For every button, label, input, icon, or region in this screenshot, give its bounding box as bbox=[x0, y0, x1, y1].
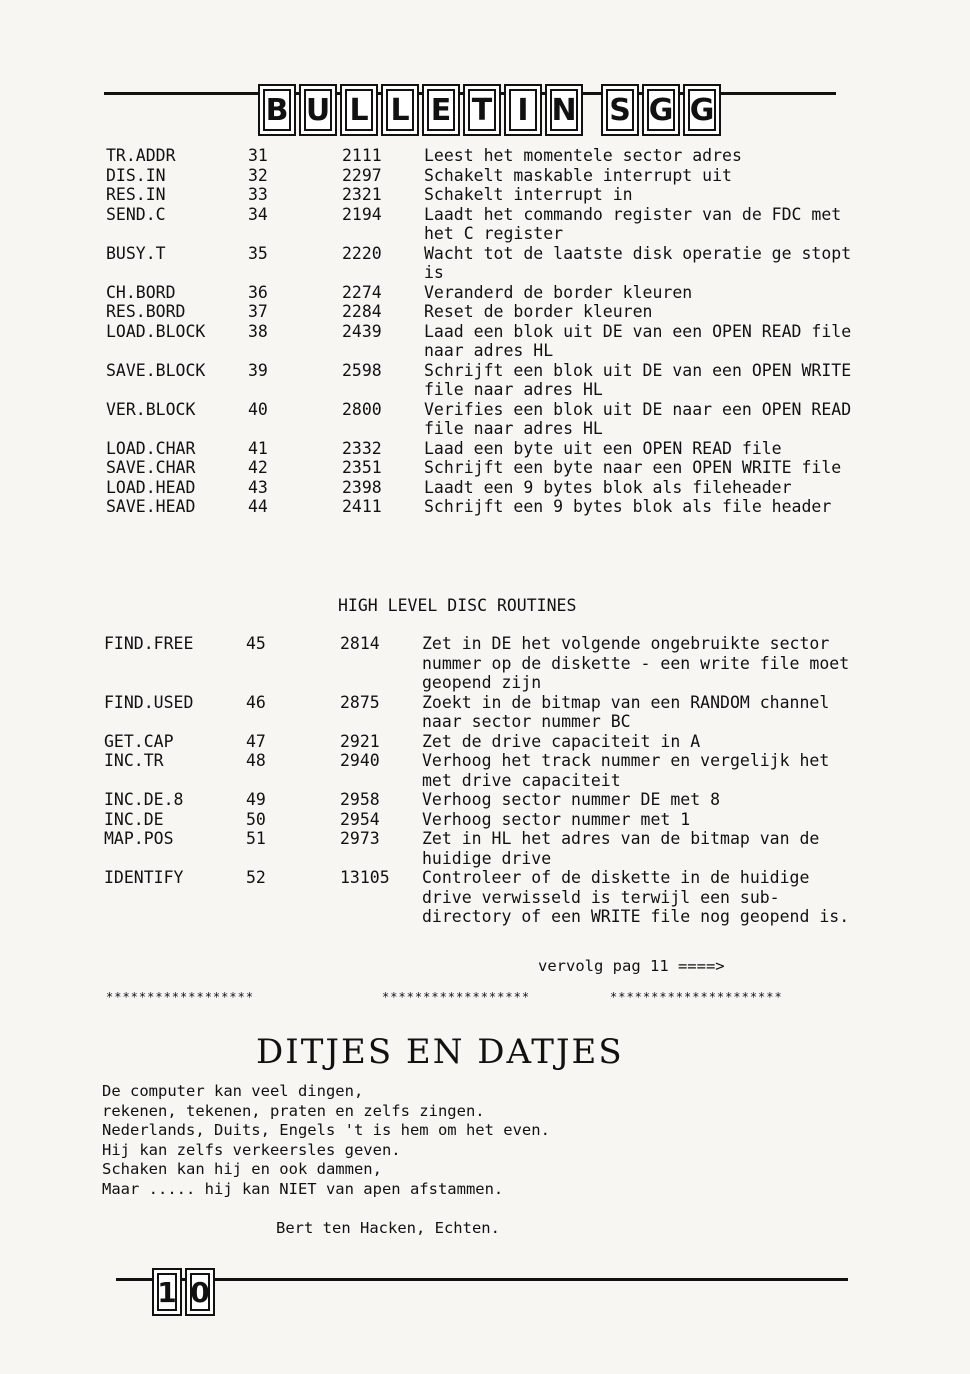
logo-letter: L bbox=[340, 84, 378, 136]
routine-address: 2921 bbox=[340, 731, 380, 751]
routine-row bbox=[106, 146, 866, 166]
logo-letter: L bbox=[381, 84, 419, 136]
routine-description: Verhoog het track nummer en vergelijk het met drive capaciteit bbox=[422, 751, 830, 790]
logo-letter: B bbox=[258, 84, 296, 136]
footer-rule bbox=[116, 1278, 848, 1281]
routine-row bbox=[106, 322, 866, 361]
star-divider: ********************* bbox=[610, 990, 783, 1004]
routine-address: 2958 bbox=[340, 790, 380, 809]
routine-description: Verhoog sector nummer DE met 8 bbox=[422, 790, 721, 809]
routine-row bbox=[106, 400, 866, 439]
routine-address: 2284 bbox=[342, 302, 382, 321]
routine-number: 44 bbox=[248, 497, 268, 516]
routine-number: 42 bbox=[248, 458, 268, 477]
logo-letter: G bbox=[683, 84, 721, 136]
poem-line: Nederlands, Duits, Engels 't is hem om het even. bbox=[102, 1121, 550, 1139]
routine-number: 31 bbox=[248, 146, 268, 165]
routine-row bbox=[106, 205, 866, 244]
routine-row bbox=[104, 693, 864, 732]
routine-label: GET.CAP bbox=[104, 731, 174, 751]
routine-description: Schrijft een 9 bytes blok als file header bbox=[424, 497, 832, 516]
routine-label: RES.IN bbox=[106, 185, 166, 204]
routine-row bbox=[106, 185, 866, 205]
routine-address: 2194 bbox=[342, 204, 382, 224]
routine-address: 2220 bbox=[342, 243, 382, 263]
routine-description: Schakelt maskable interrupt uit bbox=[424, 165, 732, 185]
routine-row bbox=[104, 751, 864, 790]
routine-row bbox=[106, 244, 866, 283]
routine-label: INC.TR bbox=[104, 751, 164, 770]
routine-description: Verhoog sector nummer met 1 bbox=[422, 809, 691, 829]
routine-number: 34 bbox=[248, 204, 268, 224]
routine-label: IDENTIFY bbox=[104, 868, 184, 887]
routine-address: 13105 bbox=[340, 868, 390, 887]
routine-number: 49 bbox=[246, 790, 266, 809]
routine-row bbox=[104, 732, 864, 752]
page-number bbox=[152, 1268, 215, 1316]
routine-label: CH.BORD bbox=[106, 282, 176, 302]
routine-description: Controleer of de diskette in de huidige drive verwisseld is terwijl een sub-directory of een WRITE file nog geopend is. bbox=[422, 868, 850, 926]
routine-number: 41 bbox=[248, 438, 268, 458]
routine-description: Wacht tot de laatste disk operatie ge stopt is bbox=[424, 243, 852, 282]
routine-label: DIS.IN bbox=[106, 165, 166, 185]
author: Bert ten Hacken, Echten. bbox=[276, 1219, 500, 1237]
routine-number: 36 bbox=[248, 282, 268, 302]
routine-description: Laad een byte uit een OPEN READ file bbox=[424, 438, 782, 458]
routine-row bbox=[104, 790, 864, 810]
routine-row bbox=[106, 439, 866, 459]
routine-description: Schakelt interrupt in bbox=[424, 185, 633, 204]
poem bbox=[102, 1082, 550, 1199]
routine-label: FIND.FREE bbox=[104, 634, 194, 653]
routine-description: Laad een blok uit DE van een OPEN READ file naar adres HL bbox=[424, 321, 852, 360]
continued-note: vervolg pag 11 ====> bbox=[538, 957, 725, 975]
routine-number: 43 bbox=[248, 477, 268, 497]
poem-line: De computer kan veel dingen, bbox=[102, 1082, 364, 1100]
routine-label: LOAD.HEAD bbox=[106, 477, 196, 497]
routine-row bbox=[106, 166, 866, 186]
routine-number: 33 bbox=[248, 185, 268, 204]
routine-address: 2439 bbox=[342, 321, 382, 341]
routine-number: 46 bbox=[246, 692, 266, 712]
routine-label: LOAD.CHAR bbox=[106, 438, 196, 458]
routine-label: INC.DE bbox=[104, 809, 164, 829]
poem-line: Hij kan zelfs verkeersles geven. bbox=[102, 1140, 401, 1159]
routine-row bbox=[104, 829, 864, 868]
routine-address: 2297 bbox=[342, 165, 382, 185]
routine-description: Zet in HL het adres van de bitmap van de huidige drive bbox=[422, 829, 820, 868]
routine-address: 2398 bbox=[342, 477, 382, 497]
routine-row bbox=[104, 810, 864, 830]
routine-number: 32 bbox=[248, 165, 268, 185]
logo-letter: S bbox=[601, 84, 639, 136]
routine-number: 48 bbox=[246, 751, 266, 770]
routine-number: 50 bbox=[246, 809, 266, 829]
routine-number: 45 bbox=[246, 634, 266, 653]
routine-description: Schrijft een blok uit DE van een OPEN WRITE file naar adres HL bbox=[424, 360, 852, 399]
routine-number: 51 bbox=[246, 829, 266, 848]
logo-letter: T bbox=[463, 84, 501, 136]
routine-number: 52 bbox=[246, 868, 266, 887]
routine-address: 2332 bbox=[342, 438, 382, 458]
routine-address: 2800 bbox=[342, 399, 382, 419]
routine-number: 39 bbox=[248, 360, 268, 380]
routine-label: INC.DE.8 bbox=[104, 790, 184, 809]
routine-address: 2274 bbox=[342, 282, 382, 302]
routine-address: 2973 bbox=[340, 829, 380, 848]
routine-row bbox=[106, 302, 866, 322]
logo-letter: G bbox=[642, 84, 680, 136]
routine-label: RES.BORD bbox=[106, 302, 186, 321]
star-divider: ****************** bbox=[382, 990, 531, 1004]
routine-description: Veranderd de border kleuren bbox=[424, 282, 693, 302]
routine-label: SAVE.BLOCK bbox=[106, 360, 206, 380]
page-digit: 1 bbox=[152, 1268, 182, 1316]
routine-description: Zet de drive capaciteit in A bbox=[422, 731, 701, 751]
routine-number: 37 bbox=[248, 302, 268, 321]
routine-address: 2411 bbox=[342, 497, 382, 516]
page-digit: 0 bbox=[185, 1268, 215, 1316]
poem-line: rekenen, tekenen, praten en zelfs zingen. bbox=[102, 1101, 485, 1120]
section-title: HIGH LEVEL DISC ROUTINES bbox=[338, 596, 577, 615]
routine-row bbox=[104, 634, 864, 693]
routine-label: SAVE.HEAD bbox=[106, 497, 196, 516]
routine-number: 38 bbox=[248, 321, 268, 341]
routine-label: FIND.USED bbox=[104, 692, 194, 712]
routine-address: 2875 bbox=[340, 692, 380, 712]
routine-row bbox=[106, 478, 866, 498]
routine-label: SAVE.CHAR bbox=[106, 458, 196, 477]
routine-row bbox=[104, 868, 864, 927]
routine-description: Laadt het commando register van de FDC met het C register bbox=[424, 204, 842, 243]
routine-address: 2954 bbox=[340, 809, 380, 829]
routine-description: Reset de border kleuren bbox=[424, 302, 653, 321]
star-divider: ****************** bbox=[106, 990, 255, 1004]
routine-label: SEND.C bbox=[106, 204, 166, 224]
routine-row bbox=[106, 361, 866, 400]
logo-letter: I bbox=[504, 84, 542, 136]
routine-label: MAP.POS bbox=[104, 829, 174, 848]
routine-row bbox=[106, 283, 866, 303]
routine-address: 2321 bbox=[342, 185, 382, 204]
logo-letter: N bbox=[545, 84, 583, 136]
logo-letter: U bbox=[299, 84, 337, 136]
routine-description: Leest het momentele sector adres bbox=[424, 146, 742, 165]
routine-description: Zet in DE het volgende ongebruikte sector nummer op de diskette - een write file moet geopend zijn bbox=[422, 634, 850, 692]
routine-label: TR.ADDR bbox=[106, 146, 176, 165]
routine-row bbox=[106, 497, 866, 517]
routine-address: 2351 bbox=[342, 458, 382, 477]
bulletin-sgg-logo bbox=[258, 84, 721, 136]
logo-letter: E bbox=[422, 84, 460, 136]
routine-description: Verifies een blok uit DE naar een OPEN READ file naar adres HL bbox=[424, 399, 852, 438]
routine-label: VER.BLOCK bbox=[106, 399, 196, 419]
high-level-routine-table bbox=[104, 634, 864, 927]
routine-label: LOAD.BLOCK bbox=[106, 321, 206, 341]
routine-address: 2940 bbox=[340, 751, 380, 770]
routine-description: Laadt een 9 bytes blok als fileheader bbox=[424, 477, 792, 497]
poem-line: Maar ..... hij kan NIET van apen afstammen. bbox=[102, 1179, 504, 1198]
routine-label: BUSY.T bbox=[106, 243, 166, 263]
routine-description: Schrijft een byte naar een OPEN WRITE file bbox=[424, 458, 842, 477]
routine-address: 2598 bbox=[342, 360, 382, 380]
article-title: DITJES EN DATJES bbox=[256, 1032, 624, 1072]
routine-table bbox=[106, 146, 866, 517]
routine-address: 2111 bbox=[342, 146, 382, 165]
routine-number: 47 bbox=[246, 731, 266, 751]
routine-address: 2814 bbox=[340, 634, 380, 653]
routine-number: 35 bbox=[248, 243, 268, 263]
routine-description: Zoekt in de bitmap van een RANDOM channel naar sector nummer BC bbox=[422, 692, 830, 731]
routine-row bbox=[106, 458, 866, 478]
poem-line: Schaken kan hij en ook dammen, bbox=[102, 1160, 382, 1178]
routine-number: 40 bbox=[248, 399, 268, 419]
